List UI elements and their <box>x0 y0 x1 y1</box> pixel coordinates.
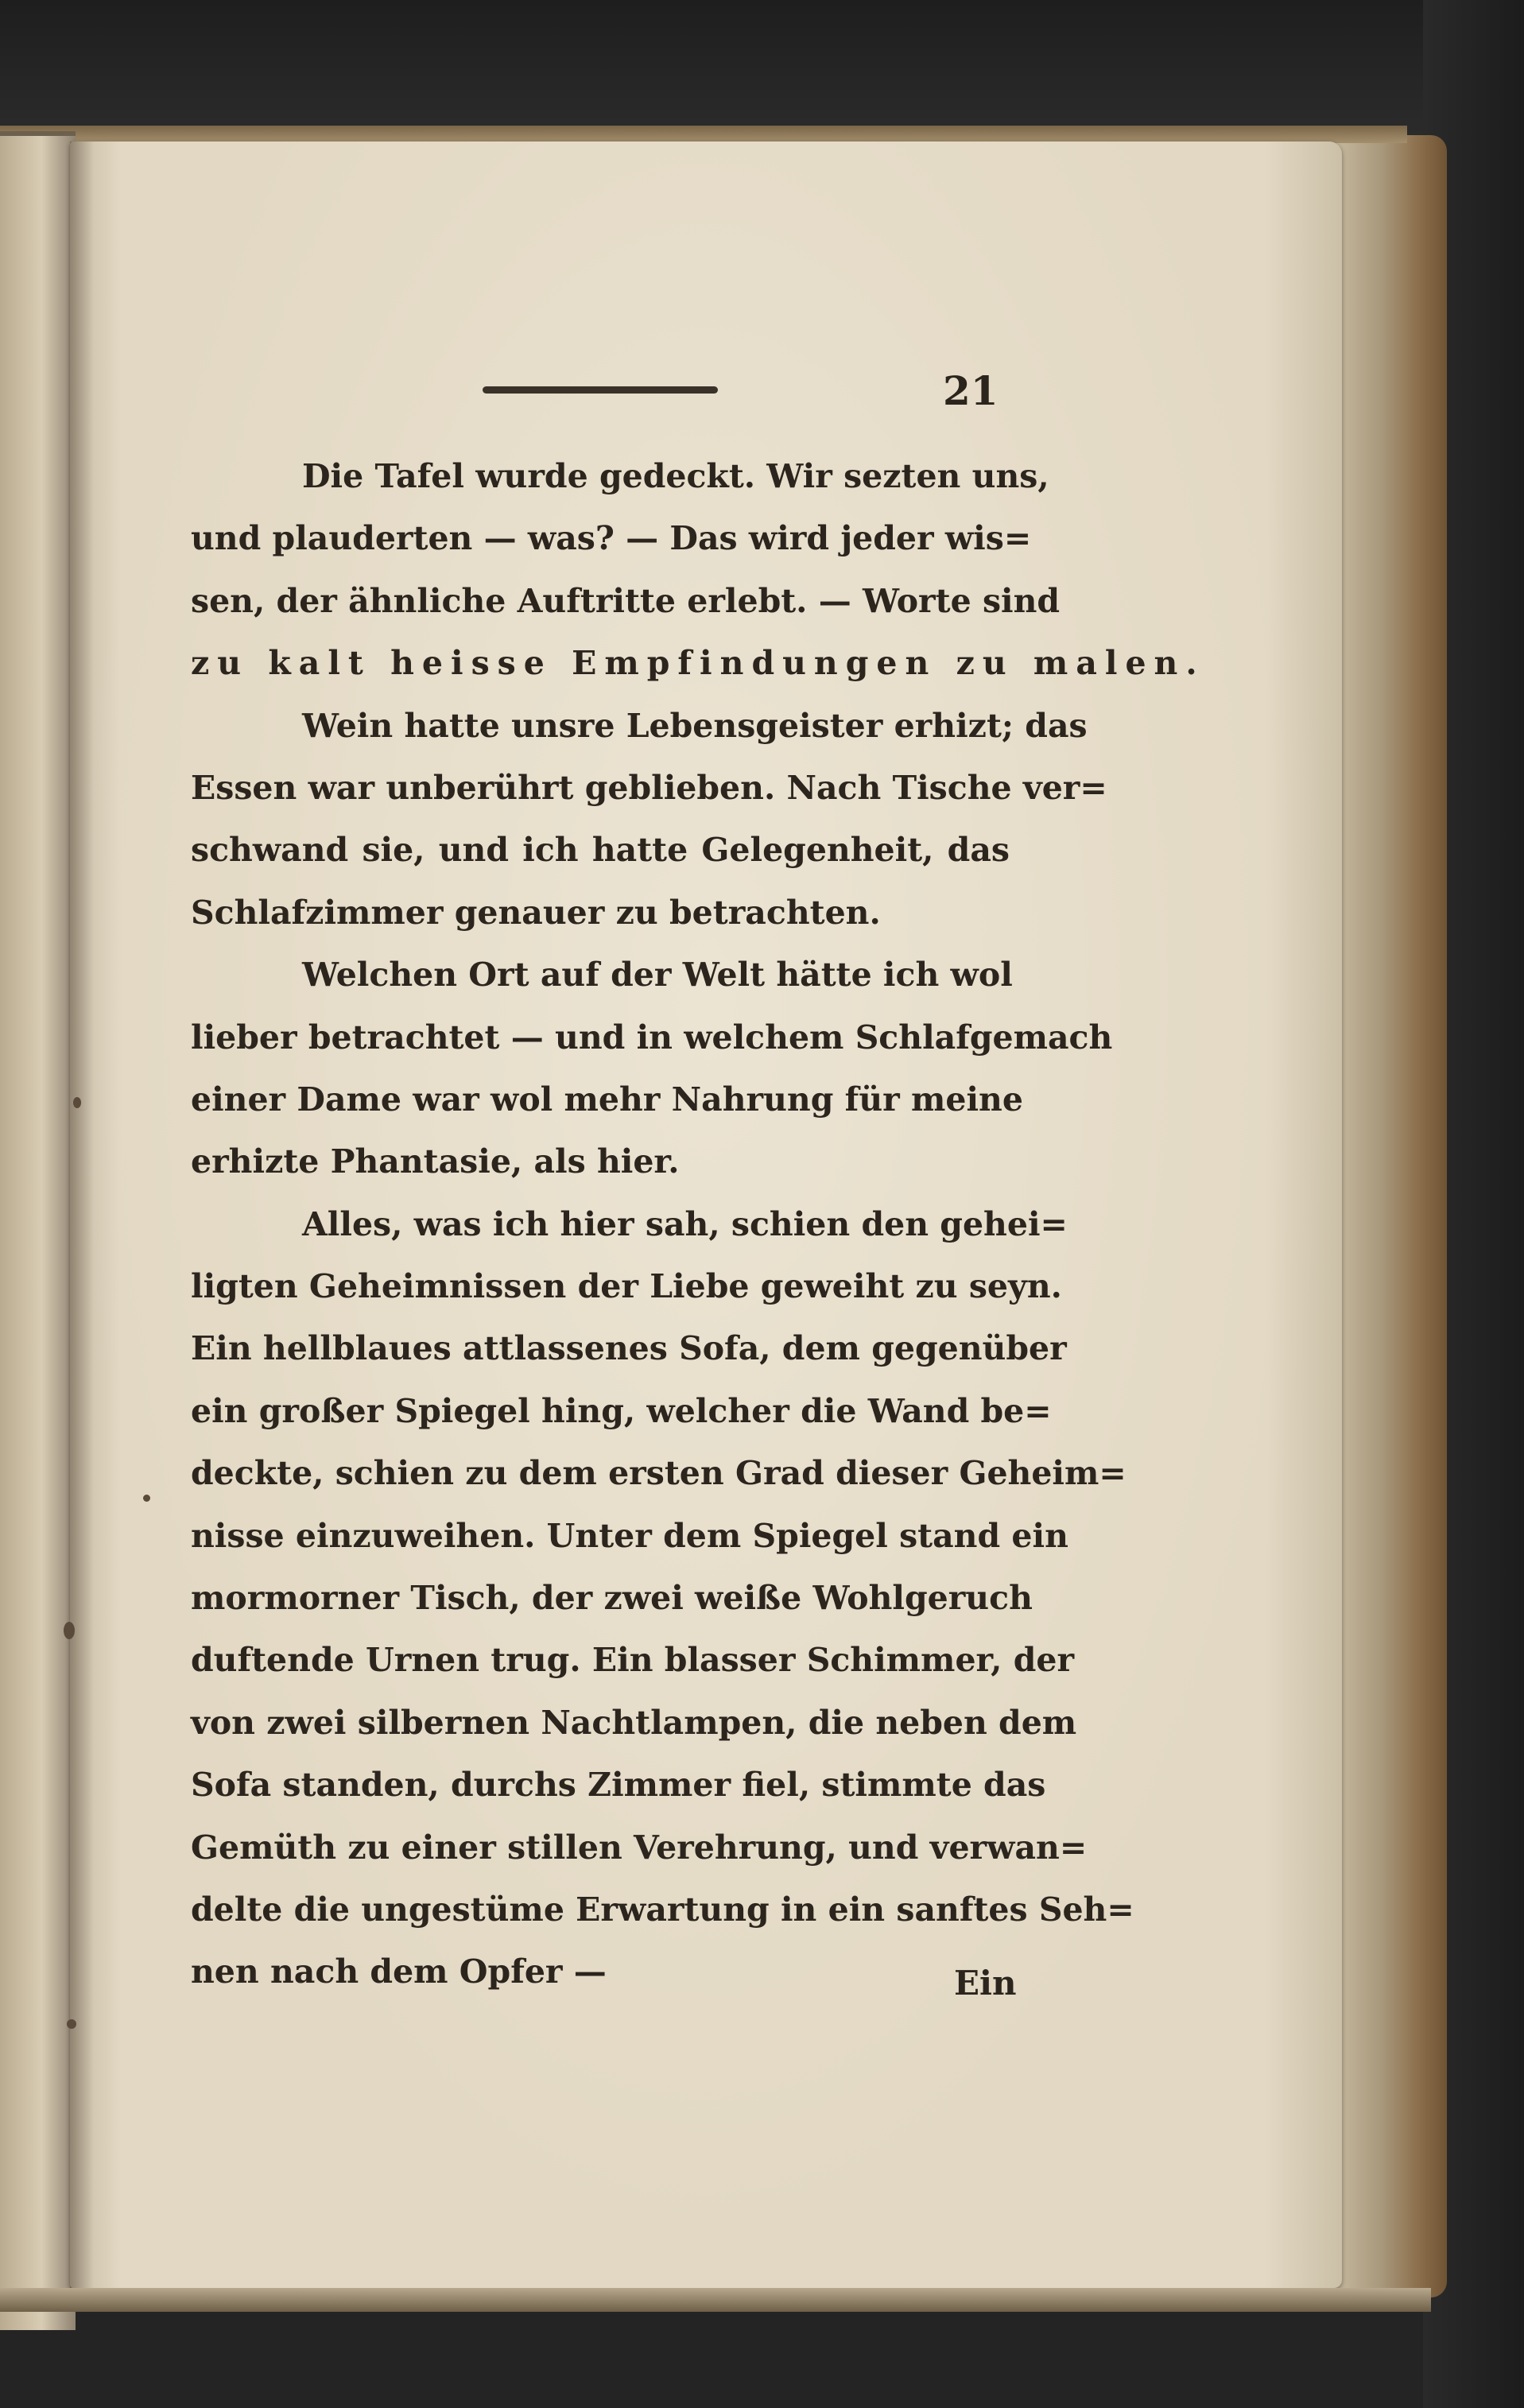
text-line: mormorner Tisch, der zwei weiße Wohlgeruch <box>191 1579 1033 1618</box>
text-line: ligten Geheimnissen der Liebe geweiht zu seyn. <box>191 1267 1062 1306</box>
text-line: Schlafzimmer genauer zu betrachten. <box>191 893 881 932</box>
text-line: duftende Urnen trug. Ein blasser Schimmer, der <box>191 1641 1075 1680</box>
text-line: ein großer Spiegel hing, welcher die Wand be= <box>191 1391 1052 1430</box>
text-line: und plauderten — was? — Das wird jeder wis= <box>191 519 1032 558</box>
text-line: sen, der ähnliche Auftritte erlebt. — Worte sind <box>191 581 1061 620</box>
text-line: nen nach dem Opfer — <box>191 1952 607 1991</box>
text-line: einer Dame war wol mehr Nahrung für meine <box>191 1080 1023 1119</box>
text-line: Wein hatte unsre Lebensgeister erhizt; das <box>302 706 1088 745</box>
text-line: deckte, schien zu dem ersten Grad dieser Geheim= <box>191 1454 1127 1493</box>
book-cover-edge <box>0 126 1407 143</box>
text-line: Ein hellblaues attlassenes Sofa, dem gegenüber <box>191 1329 1067 1368</box>
header-rule <box>483 386 718 394</box>
text-line: von zwei silbernen Nachtlampen, die neben dem <box>191 1703 1077 1742</box>
text-line: nisse einzuweihen. Unter dem Spiegel stand ein <box>191 1516 1068 1555</box>
paper-speck <box>73 1097 81 1108</box>
page-number: 21 <box>943 367 999 414</box>
text-line: Welchen Ort auf der Welt hätte ich wol <box>302 956 1013 995</box>
background-top <box>0 0 1524 135</box>
gutter-shadow <box>70 142 94 2288</box>
text-line: Sofa standen, durchs Zimmer fiel, stimmte das <box>191 1766 1046 1805</box>
text-line: delte die ungestüme Erwartung in ein sanftes Seh= <box>191 1890 1134 1929</box>
text-line: Alles, was ich hier sah, schien den gehei= <box>302 1204 1068 1243</box>
text-line: erhizte Phantasie, als hier. <box>191 1142 680 1181</box>
text-line: Essen war unberührt geblieben. Nach Tische ver= <box>191 768 1107 807</box>
previous-page-edge <box>0 131 76 2330</box>
text-line: schwand sie, und ich hatte Gelegenheit, das <box>191 831 1010 870</box>
text-line: Gemüth zu einer stillen Verehrung, und verwan= <box>191 1828 1088 1867</box>
paper-speck <box>64 1622 75 1639</box>
catchword: Ein <box>954 1964 1017 2003</box>
book-bottom-edge <box>0 2288 1431 2312</box>
paper-speck <box>143 1495 150 1502</box>
text-line: Die Tafel wurde gedeckt. Wir sezten uns, <box>302 457 1049 495</box>
paper-speck <box>67 2019 76 2029</box>
page-text <box>191 445 1205 2003</box>
text-line: lieber betrachtet — und in welchem Schlafgemach <box>191 1018 1113 1057</box>
text-line: zu kalt heisse Empfindungen zu malen. <box>191 644 1205 683</box>
